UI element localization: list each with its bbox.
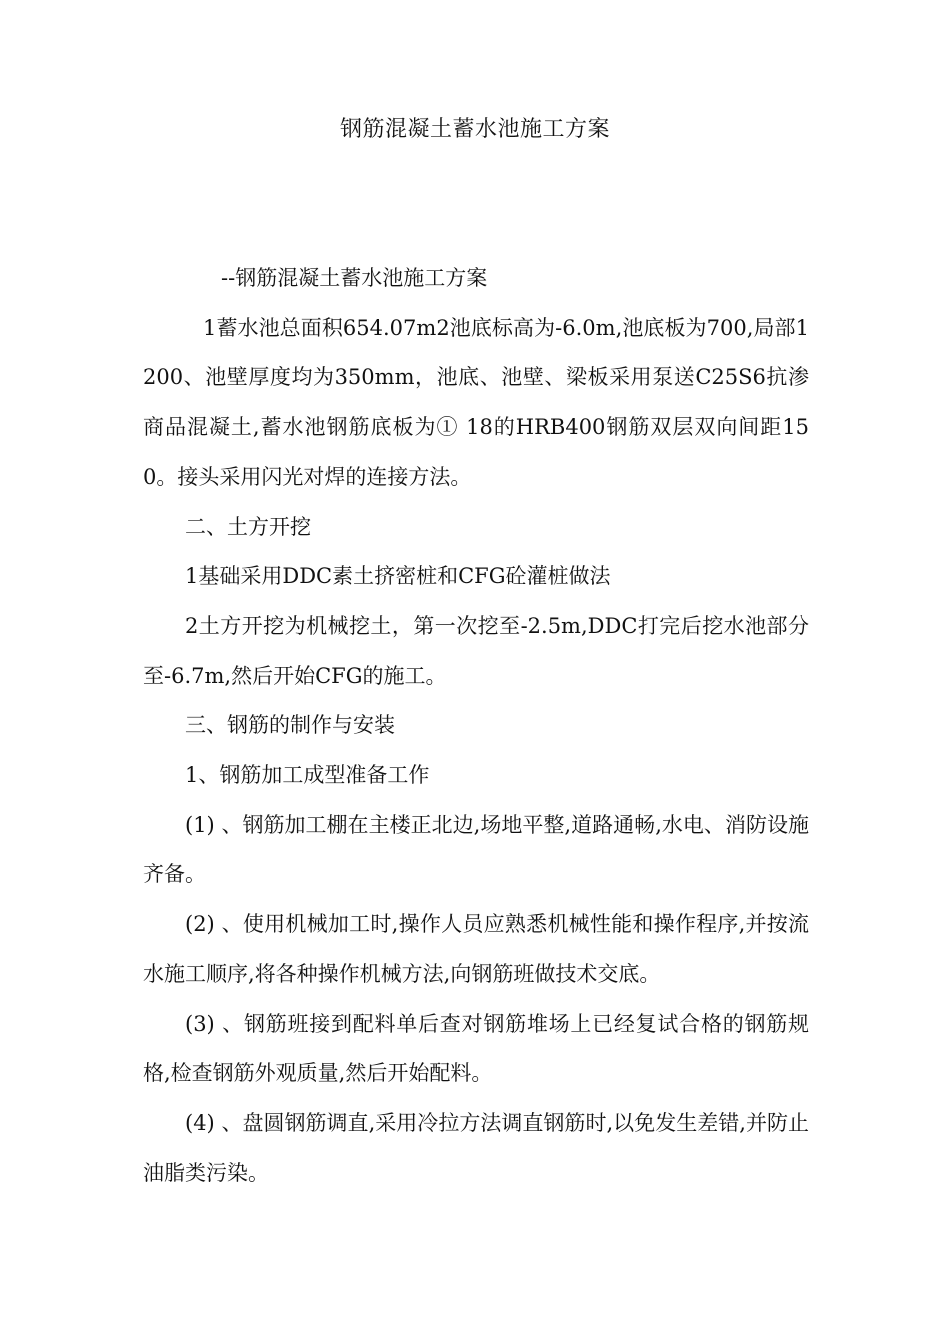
list-item-2: (2) 、使用机械加工时,操作人员应熟悉机械性能和操作程序,并按流水施工顺序,将各种操作机械方法,向钢筋班做技术交底。 xyxy=(143,912,809,986)
subsection-heading-preparation: 1、钢筋加工成型准备工作 xyxy=(185,763,430,788)
list-item-4: (4) 、盘圆钢筋调直,采用冷拉方法调直钢筋时,以免发生差错,并防止油脂类污染。 xyxy=(143,1110,809,1185)
document-body xyxy=(143,254,809,1198)
list-item-3: (3) 、钢筋班接到配料单后查对钢筋堆场上已经复试合格的钢筋规格,检查钢筋外观质量,然后开始配料。 xyxy=(143,1011,809,1086)
list-item-1: (1) 、钢筋加工棚在主楼正北边,场地平整,道路通畅,水电、消防设施齐备。 xyxy=(143,812,809,887)
paragraph-foundation: 1基础采用DDC素土挤密桩和CFG砼灌桩做法 xyxy=(185,564,611,589)
paragraph-overview: 1蓄水池总面积654.07m2池底标高为-6.0m,池底板为700,局部1200、池壁厚度均为350mm，池底、池壁、梁板采用泵送C25S6抗渗商品混凝土,蓄水池钢筋底板为① 18的HRB400钢筋双层双向间距150。接头采用闪光对焊的连接方法。 xyxy=(143,315,809,489)
paragraph-subtitle: --钢筋混凝土蓄水池施工方案 xyxy=(221,266,488,290)
section-heading-rebar: 三、钢筋的制作与安装 xyxy=(185,713,395,738)
document-title: 钢筋混凝土蓄水池施工方案 xyxy=(339,117,610,142)
paragraph-excavation: 2土方开挖为机械挖土，第一次挖至-2.5m,DDC打完后挖水池部分至-6.7m,然后开始CFG的施工。 xyxy=(143,613,809,688)
section-heading-earthwork: 二、土方开挖 xyxy=(185,514,311,539)
